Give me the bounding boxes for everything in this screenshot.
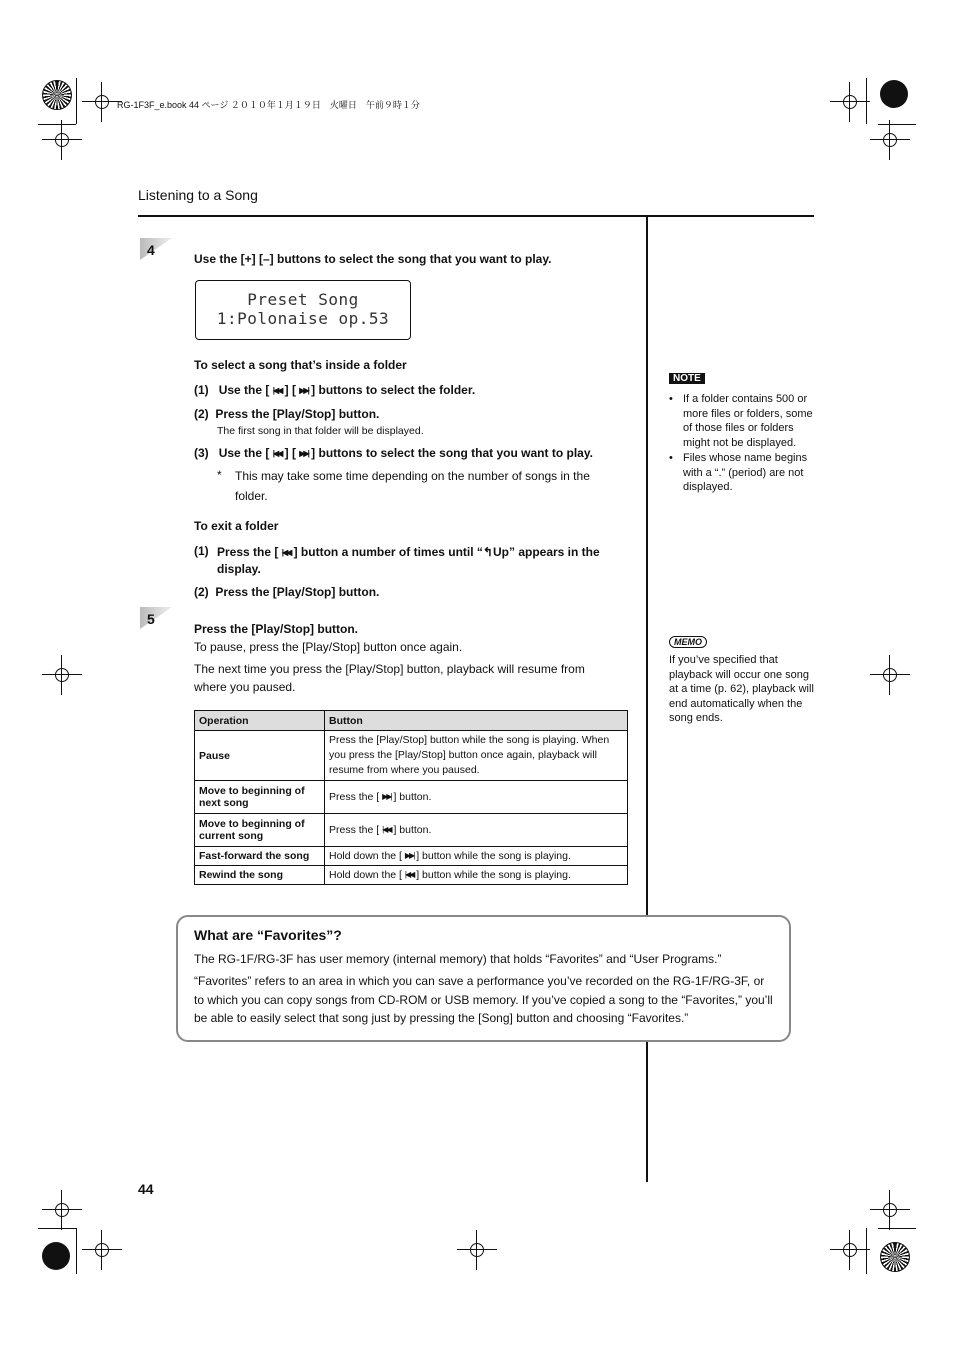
note-bullet-2: • Files whose name begins with a “.” (period) are not displayed. [669,452,808,493]
asterisk-mark: * [217,468,222,482]
crop-line [76,1228,77,1274]
operations-table [194,710,628,885]
table-cell-operation: Move to beginning of current song [195,814,325,847]
table-header-button: Button [325,711,628,731]
prev-track-icon: |◀◀ [272,449,282,458]
favorites-box [176,915,791,1042]
folder-step-2-note: The first song in that folder will be displayed. [217,425,424,437]
column-divider [646,1040,648,1182]
next-track-icon: ▶▶| [299,386,308,395]
exit-step-2: (2) Press the [Play/Stop] button. [194,585,380,599]
next-track-icon: ▶▶| [382,792,391,801]
memo-text: If you’ve specified that playback will occur one song at a time (p. 62), playback will end automatically when the song ends. [669,654,814,724]
lcd-line-2: 1:Polonaise op.53 [216,309,390,328]
table-cell-button: Press the [ ▶▶| ] button. [325,781,628,814]
crosshair-mark [42,655,82,695]
table-cell-button: Hold down the [ ▶▶| ] button while the song is playing. [325,847,628,866]
table-header-operation: Operation [195,711,325,731]
lcd-display [195,280,411,340]
folder-step-1: (1) Use the [ |◀◀ ] [ ▶▶| ] buttons to select the folder. [194,383,476,397]
crosshair-mark [457,1230,497,1270]
next-track-icon: ▶▶| [404,851,414,860]
crosshair-mark [870,655,910,695]
table-cell-operation: Pause [195,731,325,781]
step-5-line-2: The next time you press the [Play/Stop] button, playback will resume from where you paused. [194,662,585,694]
crop-line [38,124,76,125]
registration-disc-bottom-right [880,1242,910,1272]
crosshair-mark [830,1230,870,1270]
prev-track-icon: |◀◀ [404,870,414,879]
table-row [195,814,628,847]
crop-line [878,1228,916,1229]
next-track-icon: ▶▶| [299,449,308,458]
crop-line [866,1228,867,1274]
table-row [195,781,628,814]
exit-heading: To exit a folder [194,519,279,533]
table-row [195,866,628,885]
registration-disc-top-right [880,80,908,108]
column-divider [646,215,648,915]
step-4-instruction: Use the [+] [–] buttons to select the song that you want to play. [194,252,552,266]
table-cell-button: Hold down the [ |◀◀ ] button while the song is playing. [325,866,628,885]
favorites-title: What are “Favorites”? [194,927,342,943]
crop-line [76,78,77,124]
prev-track-icon: |◀◀ [382,825,391,834]
prev-track-icon: |◀◀ [281,548,291,557]
folder-step-2: (2) Press the [Play/Stop] button. [194,407,380,421]
table-cell-button: Press the [ |◀◀ ] button. [325,814,628,847]
crop-line [866,78,867,124]
step-4-marker: 4 [140,238,172,260]
note-block [669,368,814,495]
table-cell-operation: Move to beginning of next song [195,781,325,814]
crosshair-mark [42,120,82,160]
folder-heading: To select a song that’s inside a folder [194,358,407,372]
memo-block [669,632,815,726]
crosshair-mark [870,1190,910,1230]
step-5-marker: 5 [140,607,172,629]
favorites-paragraph-1: The RG-1F/RG-3F has user memory (internal memory) that holds “Favorites” and “User Programs.” [194,952,722,966]
table-cell-operation: Fast-forward the song [195,847,325,866]
table-row [195,731,628,781]
step-5-heading: Press the [Play/Stop] button. [194,622,359,636]
table-row [195,847,628,866]
exit-step-1-num: (1) [194,544,209,558]
registration-disc-top-left [42,80,72,110]
note-badge: NOTE [669,373,705,384]
crop-line [38,1228,76,1229]
table-header-row [195,711,628,731]
table-cell-operation: Rewind the song [195,866,325,885]
page-number: 44 [138,1181,154,1197]
note-bullet-1: • If a folder contains 500 or more files or folders, some of those files or folders might not be displayed. [669,393,813,449]
step-5-line-1: To pause, press the [Play/Stop] button once again. [194,640,463,654]
prev-track-icon: |◀◀ [272,386,282,395]
exit-step-1: Press the [ |◀◀ ] button a number of times until “↰Up” appears in the display. [217,545,600,576]
lcd-line-1: Preset Song [247,290,359,309]
crosshair-mark [830,82,870,122]
crosshair-mark [82,1230,122,1270]
favorites-paragraph-2: “Favorites” refers to an area in which you can save a performance you’ve recorded on the RG-1F/RG-3F, or to which you can copy songs from CD-ROM or USB memory. If you’ve copied a song to the “Favorites,” you’ll be able to easily select that song just by pressing the [Song] button and choosing “Favorites.” [194,974,773,1025]
section-title: Listening to a Song [138,187,258,203]
registration-disc-bottom-left [42,1242,70,1270]
memo-badge: MEMO [669,636,707,648]
crop-line [878,124,916,125]
crosshair-mark [82,82,122,122]
folder-step-3: (3) Use the [ |◀◀ ] [ ▶▶| ] buttons to select the song that you want to play. [194,446,593,460]
folder-step-3-note: This may take some time depending on the number of songs in the folder. [235,469,590,503]
crosshair-mark [42,1190,82,1230]
crosshair-mark [870,120,910,160]
header-rule [138,215,814,217]
print-header: RG-1F3F_e.book 44 ページ ２０１０年１月１９日 火曜日 午前９時１分 [117,100,420,110]
table-cell-button: Press the [Play/Stop] button while the song is playing. When you press the [Play/Stop] button once again, playback will resume from where you paused. [325,731,628,781]
